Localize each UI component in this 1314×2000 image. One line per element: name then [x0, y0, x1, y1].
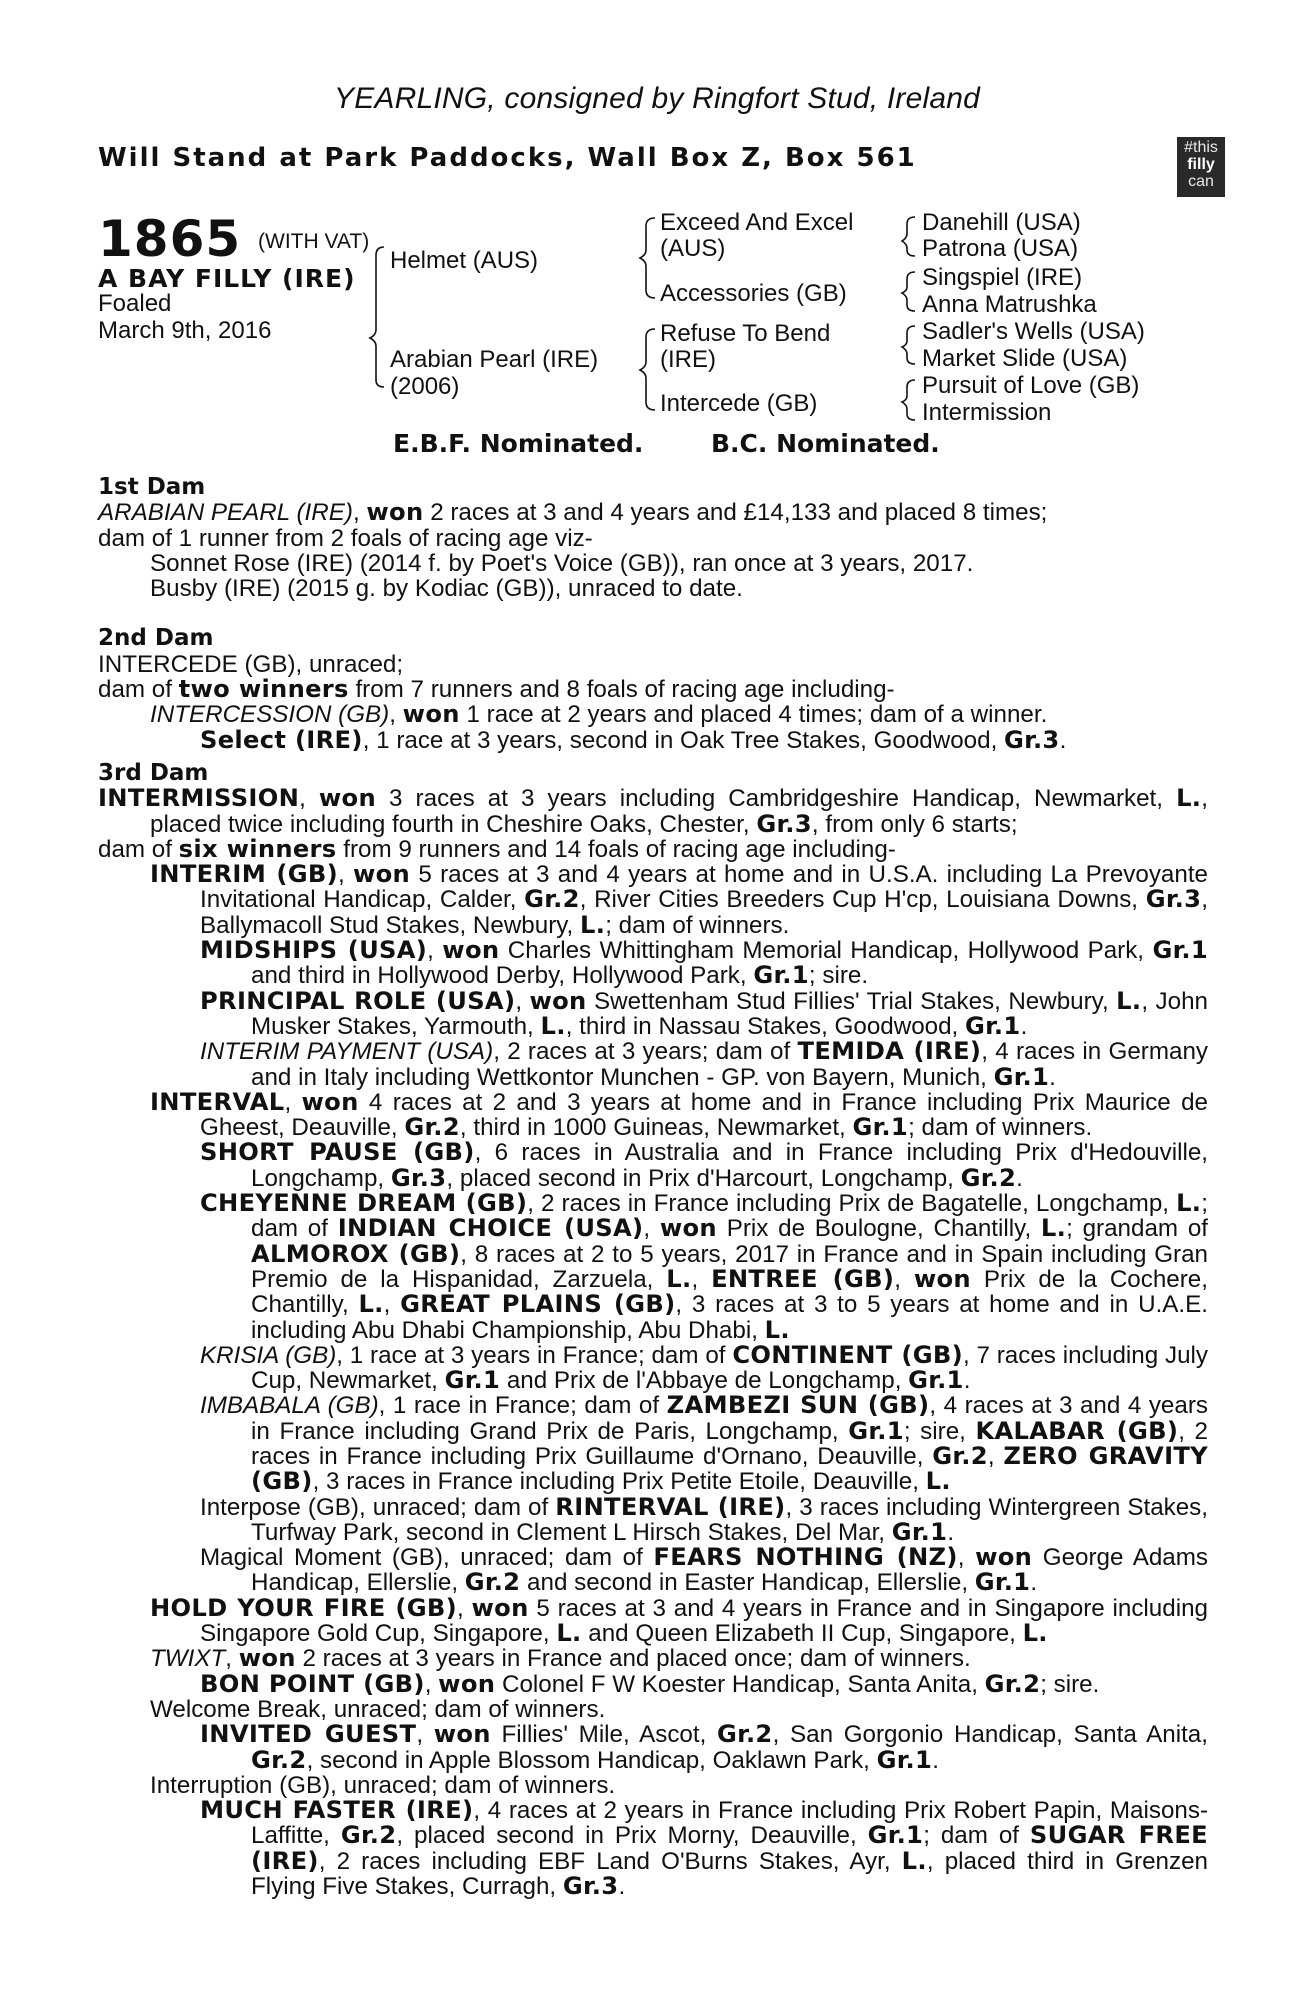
dam1-heading: 1st Dam: [98, 474, 206, 500]
family-content: [98, 475, 1208, 1899]
gen3-dss: Sadler's Wells (USA): [922, 318, 1145, 345]
dam3-gf-interim-payment: INTERIM PAYMENT (USA), 2 races at 3 years; dam of TEMIDA (IRE), 4 races in Germany and in Italy including Wettkontor Munchen - GP. von Bayern, Munich, Gr.1.: [200, 1037, 1209, 1091]
dam1-line: ARABIAN PEARL (IRE), won 2 races at 3 and 4 years and £14,133 and placed 8 times;: [98, 498, 1048, 527]
tag-line-2: filly: [1187, 156, 1215, 173]
foaled-date: March 9th, 2016: [98, 317, 272, 344]
dam3-gf-krisia: KRISIA (GB), 1 race at 3 years in France; dam of CONTINENT (GB), 7 races including July Cup, Newmarket, Gr.1 and Prix de l'Abbaye de Longchamp, Gr.1.: [200, 1340, 1208, 1395]
dam3-gf-short-pause: SHORT PAUSE (GB), 6 races in Australia and in France including Prix d'Hedouville, Longchamp, Gr.3, placed second in Prix d'Harcourt, Longchamp, Gr.2.: [200, 1138, 1209, 1192]
dam3-gf-interpose: Interpose (GB), unraced; dam of RINTERVAL (IRE), 3 races including Wintergreen Stakes, Turfway Park, second in Clement L Hirsch Stakes, Del Mar, Gr.1.: [200, 1492, 1208, 1546]
dam3-gf-cheyenne-dream: CHEYENNE DREAM (GB), 2 races in France including Prix de Bagatelle, Longchamp, L.; dam of INDIAN CHOICE (USA), won Prix de Boulogne, Chantilly, L.; grandam of ALMOROX (GB), 8 races at 2 to 5 years, 2017 in France and in Spain including Gran Premio de la Hispanidad, Zarzuela, L., ENTREE (GB), won Prix de la Cochere, Chantilly, L., GREAT PLAINS (GB), 3 races at 3 to 5 years at home and in U.A.E. including Abu Dhabi Championship, Abu Dhabi, L.: [200, 1189, 1209, 1344]
bracket-gen1: [370, 247, 384, 387]
dam3-produce-hold-your-fire: HOLD YOUR FIRE (GB), won 5 races at 3 and 4 years in France and in Singapore including Singapore Gold Cup, Singapore, L. and Queen Elizabeth II Cup, Singapore, L.: [150, 1593, 1208, 1648]
bracket-gen3-1: [902, 217, 915, 256]
dam3-produce-intro: dam of six winners from 9 runners and 14 foals of racing age including-: [98, 834, 896, 863]
gen3-ddd: Intermission: [922, 399, 1052, 426]
dam3-gf-bon-point: BON POINT (GB), won Colonel F W Koester Handicap, Santa Anita, Gr.2; sire.: [200, 1669, 1100, 1698]
foaled-label: Foaled: [98, 290, 172, 317]
dam3-gf-imbabala: IMBABALA (GB), 1 race in France; dam of ZAMBEZI SUN (GB), 4 races at 3 and 4 years in France including Grand Prix de Paris, Longchamp, Gr.1; sire, KALABAR (GB), 2 races in France including Prix Guillaume d'Ornano, Deauville, Gr.2, ZERO GRAVITY (GB), 3 races in France including Prix Petite Etoile, Deauville, L.: [200, 1391, 1208, 1496]
dam3-gf-midships: MIDSHIPS (USA), won Charles Whittingham Memorial Handicap, Hollywood Park, Gr.1 and third in Hollywood Derby, Hollywood Park, Gr.1; sire.: [200, 936, 1208, 990]
dam3-produce-interval: INTERVAL, won 4 races at 2 and 3 years at home and in France including Prix Maurice de Gheest, Deauville, Gr.2, third in 1000 Guineas, Newmarket, Gr.1; dam of winners.: [150, 1087, 1208, 1142]
gen3-dds: Pursuit of Love (GB): [922, 372, 1140, 399]
dam-year: (2006): [390, 373, 460, 400]
vat-note: (WITH VAT): [258, 230, 370, 253]
dam3-produce-interruption: Interruption (GB), unraced; dam of winners.: [150, 1771, 616, 1799]
dam-sire-country: (IRE): [660, 346, 716, 373]
dam1-foal-1: Sonnet Rose (IRE) (2014 f. by Poet's Voice (GB)), ran once at 3 years, 2017.: [150, 549, 974, 577]
gen3-dsd: Market Slide (USA): [922, 345, 1128, 372]
dam2-produce-intro: dam of two winners from 7 runners and 8 foals of racing age including-: [98, 675, 895, 704]
dam3-gf-magical-moment: Magical Moment (GB), unraced; dam of FEARS NOTHING (NZ), won George Adams Handicap, Ellerslie, Gr.2 and second in Easter Handicap, Ellerslie, Gr.1.: [200, 1543, 1208, 1597]
sire-sire-country: (AUS): [660, 235, 726, 262]
lot-number: 1865: [98, 210, 242, 268]
dam3-gf-principal-role: PRINCIPAL ROLE (USA), won Swettenham Stud Fillies' Trial Stakes, Newbury, L., John Musker Stakes, Yarmouth, L., third in Nassau Stakes, Goodwood, Gr.1.: [200, 986, 1208, 1040]
page-subtitle: YEARLING, consigned by Ringfort Stud, Ireland: [333, 82, 980, 115]
dam1-foal-2: Busby (IRE) (2015 g. by Kodiac (GB)), unraced to date.: [150, 575, 743, 603]
dam-sire: Refuse To Bend: [660, 320, 831, 347]
gen3-sdd: Anna Matrushka: [922, 291, 1097, 318]
bracket-gen2-dam: [640, 329, 655, 410]
sire-sire: Exceed And Excel: [660, 209, 854, 236]
gen3-sds: Singspiel (IRE): [922, 264, 1083, 291]
dam-dam: Intercede (GB): [660, 390, 818, 417]
dam-name: Arabian Pearl (IRE): [390, 346, 599, 373]
dam2-produce-1-foal: Select (IRE), 1 race at 3 years, second in Oak Tree Stakes, Goodwood, Gr.3.: [200, 725, 1067, 754]
dam3-line: INTERMISSION, won 3 races at 3 years including Cambridgeshire Handicap, Newmarket, L., placed twice including fourth in Cheshire Oaks, Chester, Gr.3, from only 6 starts;: [98, 784, 1208, 838]
stand-location: Will Stand at Park Paddocks, Wall Box Z, Box 561: [98, 143, 917, 173]
gen3-ssd: Patrona (USA): [922, 235, 1079, 262]
tag-line-3: can: [1188, 173, 1214, 190]
sire-name: Helmet (AUS): [390, 247, 539, 274]
lot-name: A BAY FILLY (IRE): [98, 264, 356, 293]
dam3-gf-much-faster: MUCH FASTER (IRE), 4 races at 2 years in France including Prix Robert Papin, Maisons-Laffitte, Gr.2, placed second in Prix Morny, Deauville, Gr.1; dam of SUGAR FREE (IRE), 2 races including EBF Land O'Burns Stakes, Ayr, L., placed third in Grenzen Flying Five Stakes, Curragh, Gr.3.: [200, 1796, 1209, 1901]
dam3-produce-twixt: TWIXT, won 2 races at 3 years in France and placed once; dam of winners.: [150, 1644, 971, 1673]
dam1-produce-intro: dam of 1 runner from 2 foals of racing age viz-: [98, 524, 593, 552]
dam3-gf-invited-guest: INVITED GUEST, won Fillies' Mile, Ascot, Gr.2, San Gorgonio Handicap, Santa Anita, Gr.2, second in Apple Blossom Handicap, Oaklawn Park, Gr.1.: [200, 1720, 1208, 1774]
dam3-produce-interim: INTERIM (GB), won 5 races at 3 and 4 years at home and in U.S.A. including La Prevoyante Invitational Handicap, Calder, Gr.2, River Cities Breeders Cup H'cp, Louisiana Downs, Gr.3, Ballymacoll Stud Stakes, Newbury, L.; dam of winners.: [150, 860, 1208, 939]
bracket-gen2-sire: [640, 218, 655, 298]
bc-nominated: B.C. Nominated.: [711, 429, 940, 458]
gen3-sss: Danehill (USA): [922, 209, 1081, 236]
ebf-nominated: E.B.F. Nominated.: [393, 429, 644, 458]
bracket-gen3-2: [902, 272, 915, 311]
tag-line-1: #this: [1184, 139, 1218, 156]
bracket-gen3-3: [902, 326, 915, 364]
dam3-produce-welcome-break: Welcome Break, unraced; dam of winners.: [150, 1695, 606, 1723]
sire-dam: Accessories (GB): [660, 280, 847, 307]
dam2-produce-1: INTERCESSION (GB), won 1 race at 2 years and placed 4 times; dam of a winner.: [150, 700, 1048, 729]
dam2-heading: 2nd Dam: [98, 625, 214, 652]
dam3-heading: 3rd Dam: [98, 759, 209, 786]
bracket-gen3-4: [902, 380, 915, 420]
dam2-line: INTERCEDE (GB), unraced;: [98, 650, 404, 678]
